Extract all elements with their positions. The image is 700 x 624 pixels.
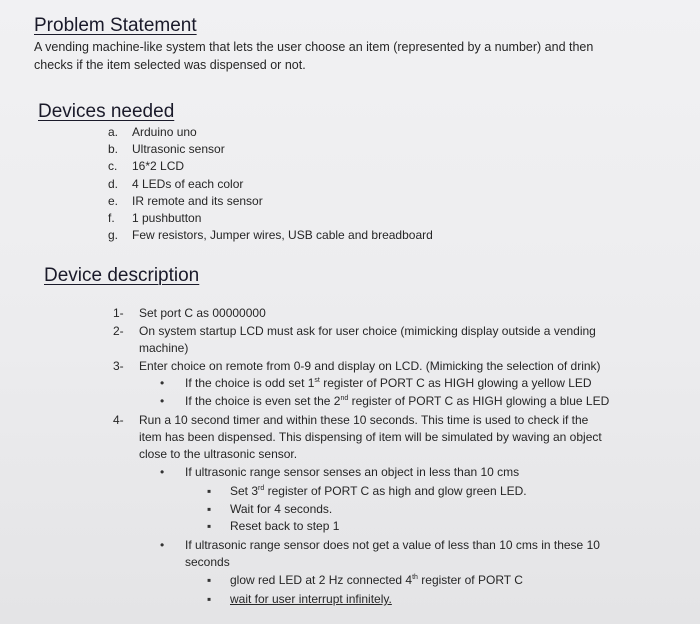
device-item-marker: d.: [108, 176, 119, 191]
problem-line-1: A vending machine-like system that lets the user choose an item (represented by a number) and then: [34, 40, 594, 54]
step-4-marker: 4-: [113, 413, 124, 427]
device-item: [108, 177, 243, 191]
sub-user-interrupt: wait for user interrupt infinitely.: [230, 592, 392, 606]
device-item-text: 16*2 LCD: [132, 159, 185, 174]
device-item-text: Ultrasonic sensor: [132, 142, 225, 157]
bullet-even-choice: If the choice is even set the 2nd register of PORT C as HIGH glowing a blue LED: [185, 394, 610, 408]
device-item: [108, 211, 201, 225]
sub-set-3rd-register: Set 3rd register of PORT C as high and glow green LED.: [230, 484, 527, 498]
device-item: [108, 194, 263, 208]
device-item-marker: e.: [108, 193, 119, 208]
step-4-line-1: Run a 10 second timer and within these 10 seconds. This time is used to check if the: [139, 413, 589, 427]
bullet-sensor-not: If ultrasonic range sensor does not get a value of less than 10 cms in these 10: [185, 538, 600, 552]
step-1-marker: 1-: [113, 306, 124, 320]
device-item: [108, 159, 184, 173]
step-3-marker: 3-: [113, 359, 124, 373]
device-item-text: 4 LEDs of each color: [132, 176, 244, 191]
sub-bullet-marker: ▪: [207, 484, 212, 498]
bullet-sensor-senses: If ultrasonic range sensor senses an object in less than 10 cms: [185, 465, 520, 479]
step-2-marker: 2-: [113, 324, 124, 338]
description-heading: Device description: [44, 265, 200, 286]
bullet-marker: •: [160, 538, 165, 552]
step-1-text: Set port C as 00000000: [139, 306, 266, 320]
bullet-marker: •: [160, 376, 165, 390]
devices-heading: Devices needed: [38, 101, 175, 122]
device-item: [108, 142, 225, 156]
step-4: [113, 413, 588, 427]
device-item-marker: g.: [108, 228, 119, 243]
device-item: [108, 228, 433, 242]
step-3: [113, 359, 601, 373]
bullet-sensor-not-line-2: seconds: [185, 555, 230, 569]
device-item-marker: b.: [108, 142, 119, 157]
step-2-line-1: On system startup LCD must ask for user choice (mimicking display outside a vending: [139, 324, 596, 338]
sub-wait: Wait for 4 seconds.: [230, 502, 333, 516]
problem-heading: Problem Statement: [34, 15, 197, 36]
sub-bullet-marker: ▪: [207, 502, 212, 516]
sub-red-led: glow red LED at 2 Hz connected 4th register of PORT C: [230, 573, 523, 587]
step-3-text: Enter choice on remote from 0-9 and display on LCD. (Mimicking the selection of drink): [139, 359, 601, 373]
problem-line-2: checks if the item selected was dispensed or not.: [34, 58, 306, 72]
step-4-line-2: item has been dispensed. This dispensing of item will be simulated by waving an object: [139, 430, 602, 444]
step-1: [113, 306, 266, 320]
step-2: [113, 324, 596, 338]
device-item-text: 1 pushbutton: [132, 211, 202, 225]
device-item-marker: f.: [108, 211, 115, 225]
step-4-line-3: close to the ultrasonic sensor.: [139, 447, 298, 461]
device-item-marker: c.: [108, 159, 118, 174]
sub-reset: Reset back to step 1: [230, 519, 340, 533]
sub-bullet-marker: ▪: [207, 592, 212, 606]
device-item: [108, 125, 197, 139]
device-item-text: Few resistors, Jumper wires, USB cable and breadboard: [132, 228, 433, 243]
device-item-marker: a.: [108, 125, 119, 139]
device-item-text: IR remote and its sensor: [132, 193, 263, 208]
device-item-text: Arduino uno: [132, 125, 197, 139]
bullet-marker: •: [160, 394, 165, 408]
bullet-odd-choice: If the choice is odd set 1st register of PORT C as HIGH glowing a yellow LED: [185, 376, 592, 390]
bullet-marker: •: [160, 465, 165, 479]
step-2-line-2: machine): [139, 341, 189, 355]
sub-bullet-marker: ▪: [207, 573, 212, 587]
sub-bullet-marker: ▪: [207, 519, 212, 533]
